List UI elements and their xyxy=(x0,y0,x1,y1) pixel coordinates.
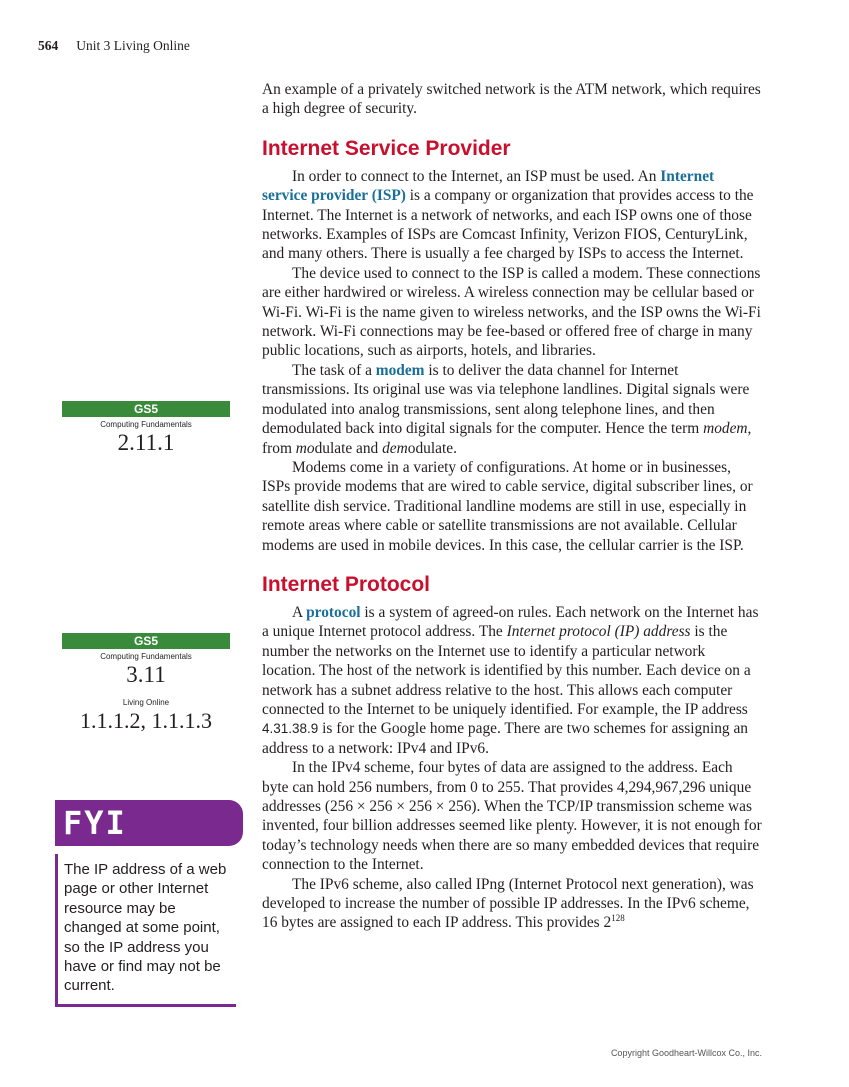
fyi-box xyxy=(55,800,243,1007)
page-number: 564 xyxy=(38,38,59,53)
badge-label: GS5 xyxy=(62,633,230,649)
isp-paragraph-3: The task of a modem is to deliver the data channel for Internet transmissions. Its original use was via telephone landlines. Digital signals were modulated into analog transmissions, sent along telephone lines, and then demodulated back into digital signals for the computer. Hence the term modem, from modulate and demodulate. xyxy=(262,361,752,457)
isp-paragraph-1: In order to connect to the Internet, an ISP must be used. An Internet service provider (ISP) is a company or organization that provides access to the Internet. The Internet is a network of networks, and each ISP owns one of those networks. Examples of ISPs are Comcast Infinity, Verizon FIOS, CenturyLink, and many others. There is usually a fee charged by ISPs to access the Internet. xyxy=(262,167,754,263)
badge-category: Computing Fundamentals xyxy=(100,420,192,429)
intro-paragraph: An example of a privately switched network is the ATM network, which requires a high degree of security. xyxy=(262,81,761,118)
badge-number: 3.11 xyxy=(126,662,166,687)
term-protocol: protocol xyxy=(306,603,361,621)
gs5-badge-2 xyxy=(62,633,230,734)
ip-example: 4.31.38.9 xyxy=(262,721,319,737)
main-column xyxy=(262,80,762,933)
heading-isp: Internet Service Provider xyxy=(262,136,511,160)
badge-number: 2.11.1 xyxy=(117,430,175,455)
isp-paragraph-2: The device used to connect to the ISP is called a modem. These connections are either hardwired or wireless. A wireless connection may be cellular based or Wi-Fi. Wi-Fi is the name given to wireless networks, and the ISP owns the Wi-Fi network. Wi-Fi connections may be fee-based or offered free of charge in many public locations, such as airports, hotels, and libraries. xyxy=(262,264,761,360)
badge-label: GS5 xyxy=(62,401,230,417)
running-header xyxy=(38,38,190,54)
copyright-notice: Copyright Goodheart-Willcox Co., Inc. xyxy=(610,1048,762,1058)
ip-paragraph-3: The IPv6 scheme, also called IPng (Internet Protocol next generation), was developed to increase the number of possible IP addresses. In the IPv6 scheme, 16 bytes are assigned to each IP address. This provides $2^{128}$ xyxy=(262,875,754,932)
unit-title: Unit 3 Living Online xyxy=(76,38,190,53)
term-isp: Internet service provider (ISP) xyxy=(262,167,715,205)
term-modem: modem xyxy=(375,361,425,379)
ip-paragraph-2: In the IPv4 scheme, four bytes of data are assigned to the address. Each byte can hold 256 numbers, from 0 to 255. That provides 4,294,967,296 unique addresses (256 × 256 × 256 × 256). When the TCP/IP transmission scheme was invented, four billion addresses seemed like plenty. However, it is not enough for today’s technology needs when there are so many embedded devices that require connection to the Internet. xyxy=(262,759,762,874)
badge-category: Computing Fundamentals xyxy=(100,652,192,661)
fyi-text: The IP address of a web page or other Internet resource may be changed at some point, so the IP address you have or find may not be current. xyxy=(55,854,236,1007)
isp-paragraph-4: Modems come in a variety of configurations. At home or in businesses, ISPs provide modems that are wired to cable service, digital subscriber lines, or satellite dish service. Traditional landline modems are still in use, especially in remote areas where cable or satellite transmissions are not available. Cellular modems are used in mobile devices. In this case, the cellular carrier is the ISP. xyxy=(262,458,753,554)
fyi-title: FYI xyxy=(55,800,243,846)
heading-ip: Internet Protocol xyxy=(262,572,431,596)
badge-category-2: Living Online xyxy=(122,698,170,707)
gs5-badge-1 xyxy=(62,401,230,456)
ip-paragraph-1: A protocol is a system of agreed-on rules. Each network on the Internet has a unique Internet protocol address. The Internet protocol (IP) address is the number the networks on the Internet use to identify a particular network location. The host of the network is identified by this number. Each device on a network has a subnet address relative to the host. This allows each computer connected to the Internet to be uniquely identified. For example, the IP address 4.31.38.9 is for the Google home page. There are two schemes for assigning an address to a network: IPv4 and IPv6. xyxy=(262,603,759,757)
badge-number-2: 1.1.1.2, 1.1.1.3 xyxy=(80,708,212,733)
